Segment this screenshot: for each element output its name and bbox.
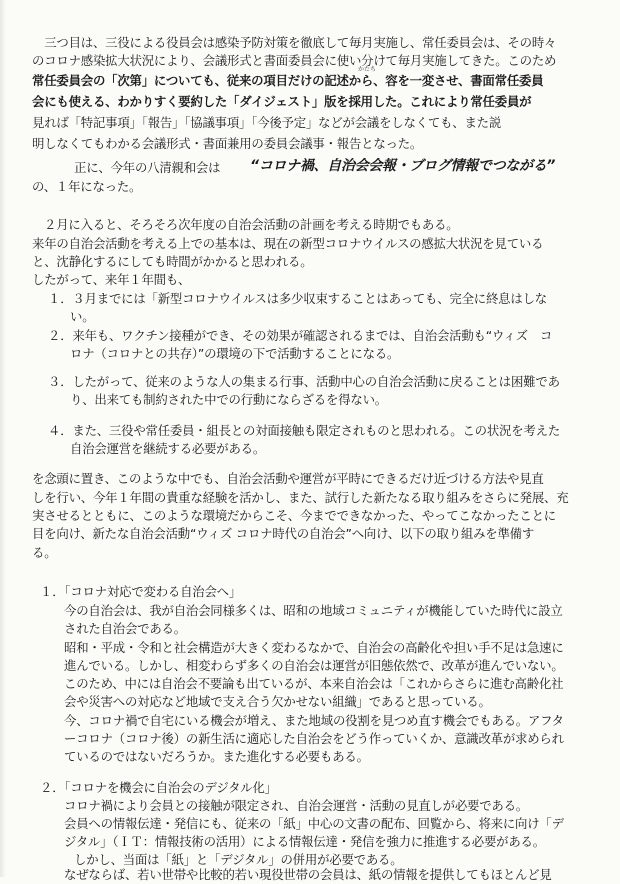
p1-line-1: 三つ目は、三役による役員会は感染予防対策を徹底して毎月実施し、常任委員会は、その時々 xyxy=(32,35,557,50)
ruby-katachi: かたち xyxy=(358,66,377,73)
p1-line-4: 会にも使える、わかりすく要約した「ダイジェスト」版を採用した。これにより常任委員が xyxy=(32,94,532,109)
p4-line-3: 実させるとともに、このような環境だからこそ、今までできなかった、やってこなかったことに xyxy=(32,508,556,523)
section-1-line-7: 今、コロナ禍で自宅にいる機会が増え、また地域の役割を見つめ直す機会でもある。アフタ xyxy=(64,713,564,728)
p4-line-5: る。 xyxy=(32,545,57,560)
section-1-line-4: 進んでいる。しかし、相変わらず多くの自治会は運営が旧態依然で、改革が進んでいない。 xyxy=(64,658,564,673)
item-3-line-1: ３．したがって、従来のような人の集まる行事、活動中心の自治会活動に戻ることは困難であ xyxy=(48,374,560,389)
p4-line-2: しを行い、今年１年間の貴重な経験を活かし、また、試行した新たなる取り組みをさらに発展、充 xyxy=(32,490,569,505)
p1-line-2: のコロナ感染拡大状況により、会議形式と書面委員会に使い分けて毎月実施してきた。このため xyxy=(32,53,557,68)
section-2-title: ２．「コロナを機会に自治会のデジタル化」 xyxy=(40,780,277,795)
item-4-line-1: ４．また、三役や常任委員・組長との対面接触も限定されものと思われる。この状況を考えた xyxy=(48,423,561,438)
section-2-line-5: なぜならば、若い世帯や比較的若い現役世帯の会員は、紙の情報を提供してもほとんど見 xyxy=(64,867,552,882)
item-4-line-2: 自治会運営を継続する必要がある。 xyxy=(70,441,266,456)
item-2-line-1: ２．来年も、ワクチン接種ができ、その効果が確認されるまでは、自治会活動も“ウィズ コ xyxy=(48,328,553,343)
section-2-line-4: しかし、当面は「紙」と「デジタル」の併用が必要である。 xyxy=(74,852,403,867)
headline-tail: の、１年になった。 xyxy=(32,179,142,194)
item-3-line-2: り、出来ても制約された中での行動にならざるを得ない。 xyxy=(70,392,387,407)
item-1-line-2: い。 xyxy=(70,309,95,324)
p1-line-3: 常任委員会の「次第」についても、従来の項目だけの記述から、容を一変させ、書面常任委員 xyxy=(32,73,544,88)
headline: “コロナ禍、自治会会報・ブログ情報でつながる” xyxy=(250,158,556,174)
section-1-line-6: 会や災害への対応など地域で支え合う欠かせない組織」であると思っている。 xyxy=(64,694,491,709)
section-1-line-9: ているのではないだろうか。また進化する必要もある。 xyxy=(64,749,369,764)
section-1-line-1: 今の自治会は、我が自治会同様多くは、昭和の地域コミュニティが機能していた時代に設立 xyxy=(64,603,563,618)
section-1-line-5: このため、中には自治会不要論も出ているが、本来自治会は「これからさらに進む高齢化社 xyxy=(64,676,564,691)
p3-line-2: 来年の自治会活動を考える上での基本は、現在の新型コロナウイルスの感拡大状況を見ている xyxy=(32,236,544,251)
headline-lead: 正に、今年の八清親和会は xyxy=(74,160,221,175)
item-2-line-2: ロナ（コロナとの共存）”の環境の下で活動することになる。 xyxy=(70,346,400,361)
p3-line-4: したがって、来年１年間も、 xyxy=(32,272,191,287)
p1-line-6: 明しなくてもわかる会議形式・書面兼用の委員会議事・報告となった。 xyxy=(32,136,423,151)
p3-line-3: と、沈静化するにしても時間がかかると思われる。 xyxy=(32,254,313,269)
section-1-line-3: 昭和・平成・令和と社会構造が大きく変わるなかで、自治会の高齢化や担い手不足は急速に xyxy=(64,640,564,655)
p4-line-1: を念頭に置き、このような中でも、自治会活動や運営が平時にできるだけ近づける方法や見直 xyxy=(32,471,544,486)
p4-line-4: 目を向け、新たな自治会活動“ウィズ コロナ時代の自治会”へ向け、以下の取り組みを準備す xyxy=(32,526,535,541)
section-2-line-1: コロナ禍により会員との接触が限定され、自治会運営・活動の見直しが必要である。 xyxy=(64,798,528,813)
section-2-line-3: ジタル」（ＩＴ：情報技術の活用）による情報伝達・発信を強力に推進する必要がある。 xyxy=(64,834,545,849)
p3-line-1: ２月に入ると、そろそろ次年度の自治会活動の計画を考える時期でもある。 xyxy=(44,217,459,232)
p1-line-5: 見れば「特記事項」「報告」「協議事項」「今後予定」などが会議をしなくても、また説 xyxy=(32,115,502,130)
section-1-line-8: ーコロナ（コロナ後）の新生活に適応した自治会をどう作っていくか、意識改革が求められ xyxy=(64,731,564,746)
section-2-line-2: 会員への情報伝達・発信にも、従来の「紙」中心の文書の配布、回覧から、将来に向け「デ xyxy=(64,816,564,831)
section-1-title: １．「コロナ対応で変わる自治会へ」 xyxy=(40,584,242,599)
item-1-line-1: １．３月までには「新型コロナウイルスは多少収束することはあっても、完全に終息はしな xyxy=(48,291,547,306)
scan-edge-shadow xyxy=(0,0,6,877)
section-1-line-2: された自治会である。 xyxy=(64,621,186,636)
